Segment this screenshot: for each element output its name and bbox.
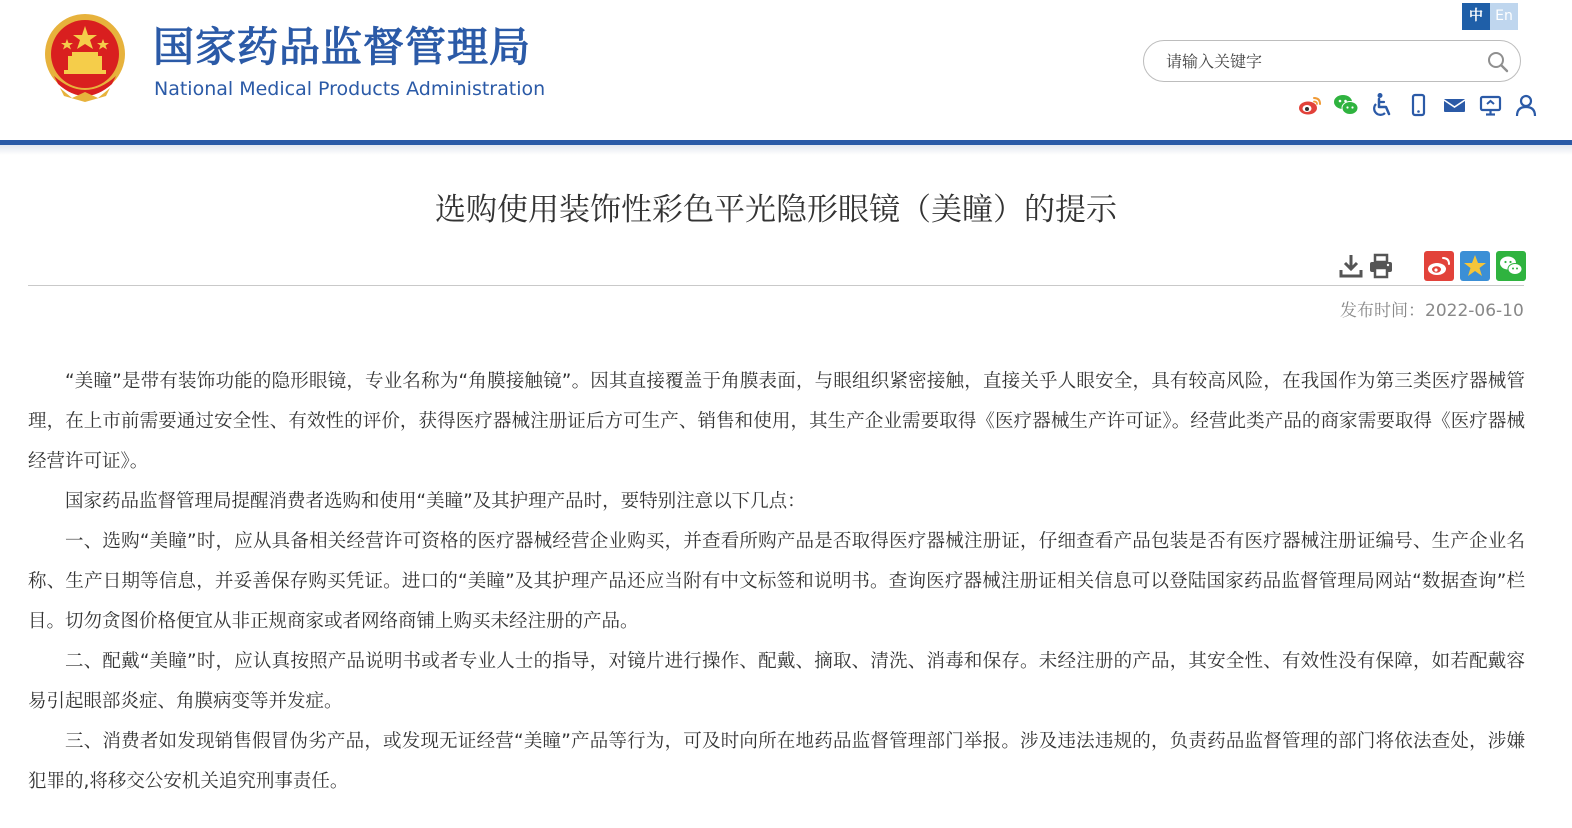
header-shadow [0, 145, 1572, 155]
article-paragraph: 二、配戴“美瞳”时，应认真按照产品说明书或者专业人士的指导，对镜片进行操作、配戴、摘取、清洗、消毒和保存。未经注册的产品，其安全性、有效性没有保障，如若配戴容易引起眼部炎症、角膜病变等并发症。 [28, 651, 1525, 712]
share-weibo-icon[interactable] [1424, 251, 1454, 281]
mail-icon[interactable] [1441, 92, 1467, 118]
quick-icons-bar [1297, 91, 1539, 119]
article-paragraph: 三、消费者如发现销售假冒伪劣产品，或发现无证经营“美瞳”产品等行为，可及时向所在地药品监督管理部门举报。涉及违法违规的，负责药品监督管理的部门将依法查处，涉嫌犯罪的,将移交公安机关追究刑事责任。 [28, 731, 1525, 792]
print-icon[interactable] [1366, 251, 1396, 281]
language-chinese-button[interactable]: 中 [1462, 3, 1490, 30]
accessibility-icon[interactable] [1369, 92, 1395, 118]
article-toolbar [1336, 250, 1526, 282]
search-input[interactable] [1166, 49, 1466, 73]
share-qzone-icon[interactable] [1460, 251, 1490, 281]
language-english-button[interactable]: En [1490, 3, 1518, 30]
article-paragraph: 一、选购“美瞳”时，应从具备相关经营许可资格的医疗器械经营企业购买，并查看所购产品是否取得医疗器械注册证，仔细查看产品包装是否有医疗器械注册证编号、生产企业名称、生产日期等信息，并妥善保存购买凭证。进口的“美瞳”及其护理产品还应当附有中文标签和说明书。查询医疗器械注册证相关信息可以登陆国家药品监督管理局网站“数据查询”栏目。切勿贪图价格便宜从非正规商家或者网络商铺上购买未经注册的产品。 [28, 531, 1525, 632]
weibo-icon[interactable] [1297, 92, 1323, 118]
article-title: 选购使用装饰性彩色平光隐形眼镜（美瞳）的提示 [435, 192, 1117, 228]
site-title-chinese[interactable]: 国家药品监督管理局 [153, 23, 531, 71]
download-icon[interactable] [1336, 251, 1366, 281]
article-body [28, 362, 1525, 802]
share-wechat-icon[interactable] [1496, 251, 1526, 281]
national-emblem-icon[interactable] [42, 12, 128, 102]
site-header [0, 0, 1572, 140]
search-box [1143, 40, 1521, 82]
monitor-icon[interactable] [1477, 92, 1503, 118]
user-icon[interactable] [1513, 92, 1539, 118]
mobile-icon[interactable] [1405, 92, 1431, 118]
article-paragraph: 国家药品监督管理局提醒消费者选购和使用“美瞳”及其护理产品时，要特别注意以下几点： [65, 491, 806, 512]
wechat-icon[interactable] [1333, 92, 1359, 118]
language-switch [1462, 3, 1518, 30]
publish-date: 2022-06-10 [1425, 301, 1524, 321]
publish-time [1340, 300, 1524, 322]
site-title-english[interactable]: National Medical Products Administration [154, 78, 546, 100]
article-paragraph: “美瞳”是带有装饰功能的隐形眼镜，专业名称为“角膜接触镜”。因其直接覆盖于角膜表面，与眼组织紧密接触，直接关乎人眼安全，具有较高风险，在我国作为第三类医疗器械管理，在上市前需要通过安全性、有效性的评价，获得医疗器械注册证后方可生产、销售和使用，其生产企业需要取得《医疗器械生产许可证》。经营此类产品的商家需要取得《医疗器械经营许可证》。 [28, 371, 1525, 472]
search-icon[interactable] [1486, 50, 1510, 74]
publish-label: 发布时间： [1340, 301, 1425, 321]
article-divider [28, 285, 1524, 286]
